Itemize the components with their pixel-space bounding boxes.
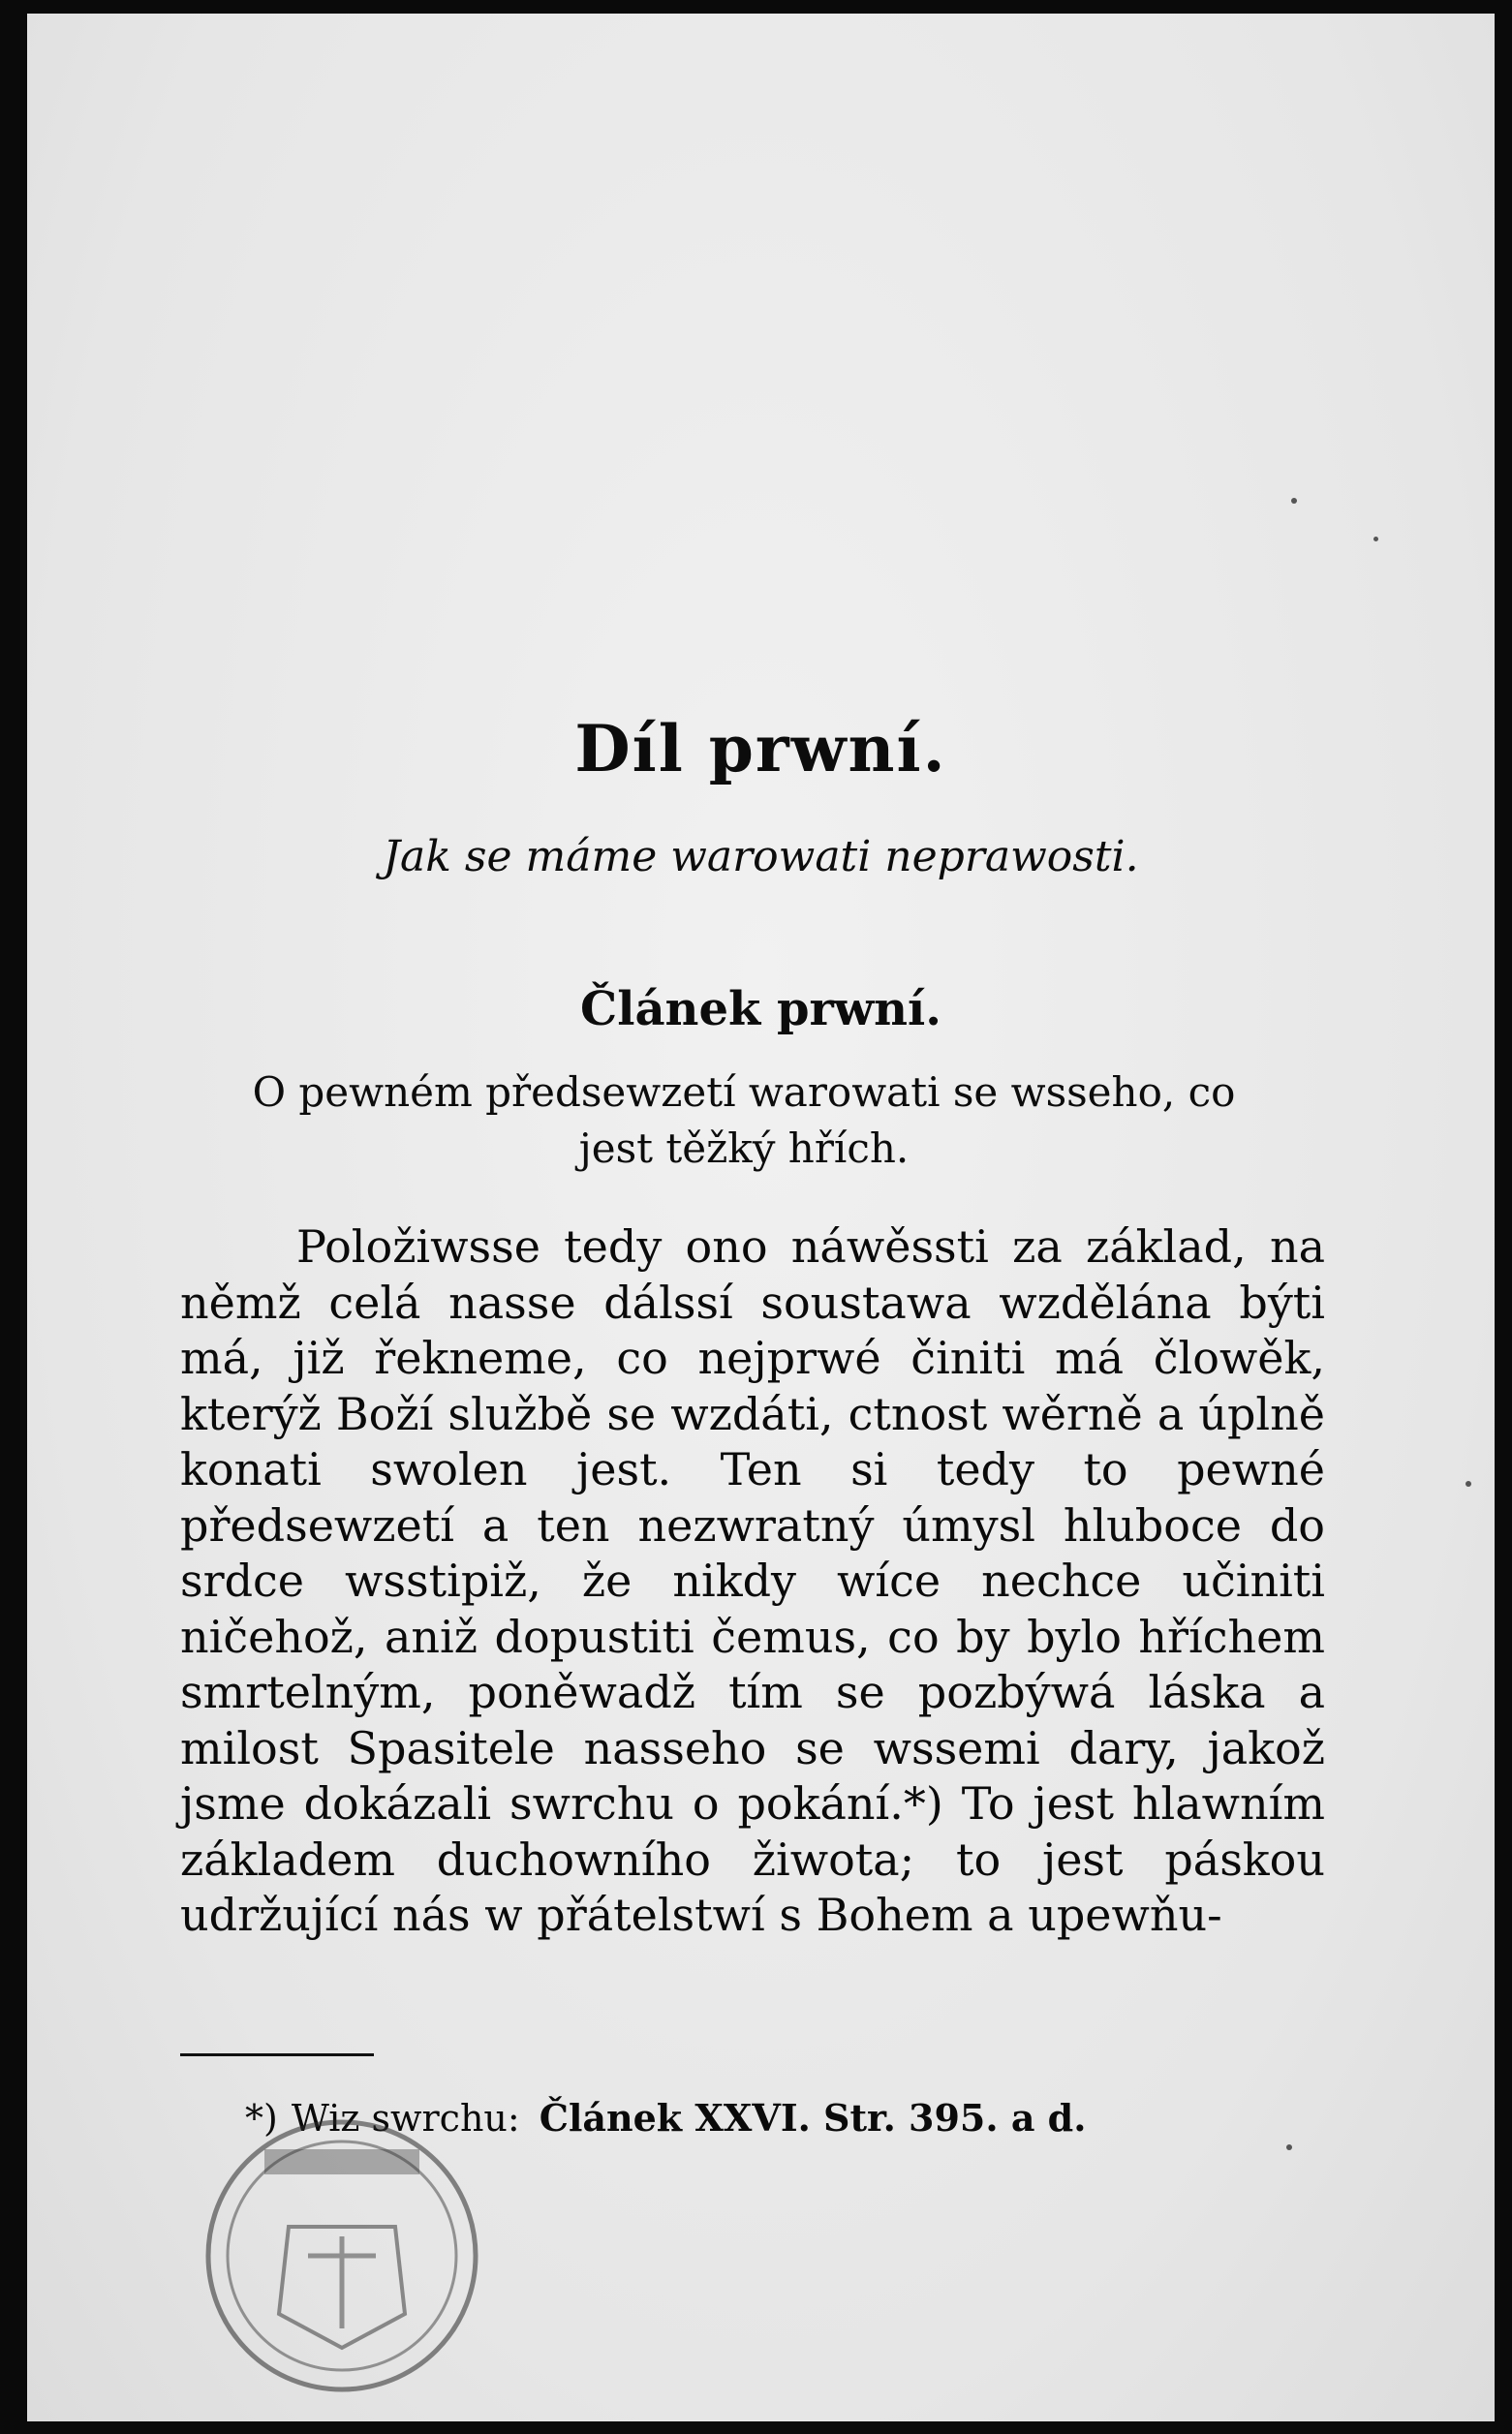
paper-speck xyxy=(1291,498,1297,504)
footnote-text: Wiz swrchu: xyxy=(291,2097,520,2140)
article-subtitle: O pewném předsewzetí warowati se wsseho, co jest těžký hřích. xyxy=(252,1068,1236,1172)
paper-speck xyxy=(1286,2144,1292,2150)
body-text: Položiwsse tedy ono náwěssti za základ, na němž celá nasse dálssí soustawa wzdělána býti má, již řekneme, co nejprwé činiti má člowěk, kterýž Boží službě se wzdáti, ctnost wěrně a úplně konati swolen jest. Ten si tedy to pewné předsewzetí a ten nezwratný úmysl hluboce do srdce wsstipiž, že nikdy wíce nechce učiniti ničehož, aniž dopustiti čemus, co by bylo hříchem smrtelným, poněwadž tím se pozbýwá láska a milost Spasitele nasseho se wssemi dary, jakož jsme dokázali swrchu o pokání.*) To jest hlawním základem duchowního žiwota; to jest páskou udržující nás w přátelstwí s Bohem a upewňu- xyxy=(180,1220,1325,1941)
footnote-divider xyxy=(180,2053,374,2056)
article-title: Článek prwní. xyxy=(580,982,941,1036)
paper-speck xyxy=(1466,1481,1471,1487)
footnote-mark: *) xyxy=(245,2097,278,2140)
paper-speck xyxy=(1373,537,1378,541)
book-page xyxy=(27,14,1495,2421)
library-stamp xyxy=(197,2110,487,2401)
body-paragraph xyxy=(180,1219,1325,1944)
footnote-reference: Článek XXVI. Str. 395. a d. xyxy=(539,2096,1087,2140)
part-subtitle: Jak se máme warowati neprawosti. xyxy=(383,832,1139,881)
part-title: Díl prwní. xyxy=(574,711,947,786)
